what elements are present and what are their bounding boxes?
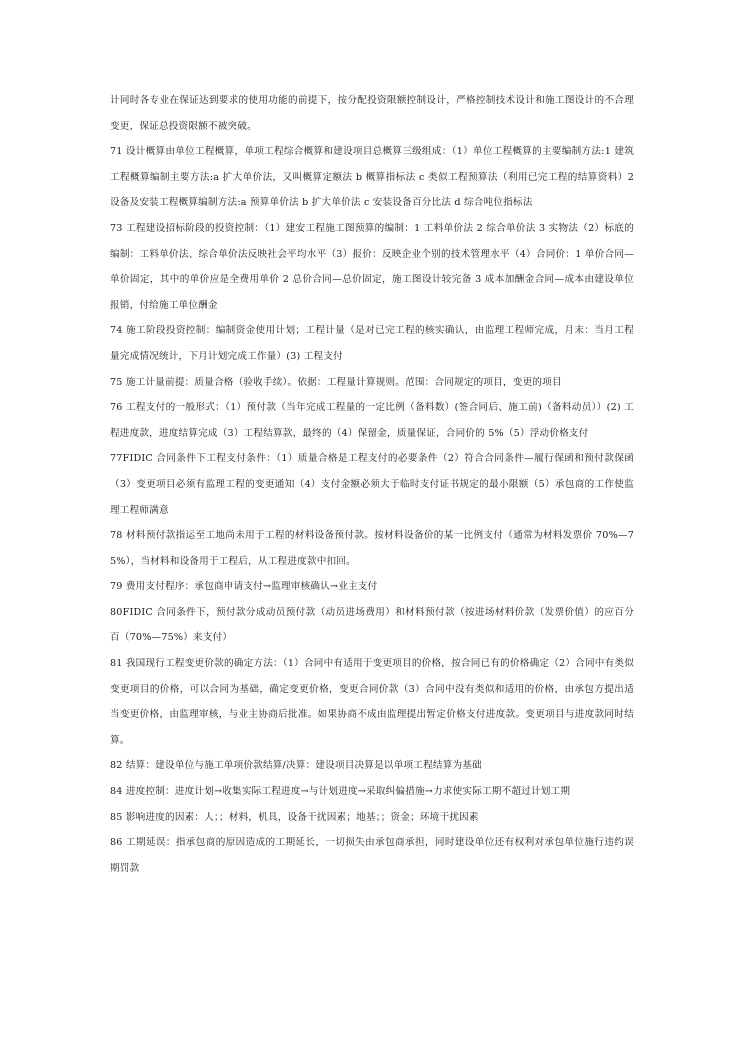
paragraph-75-measurement: 75 施工计量前提：质量合格（验收手续）。依据：工程量计算规则。范围：合同规定的项目，变更的项目 [110,376,562,388]
paragraph-78-material-advance: 78 材料预付款指运至工地尚未用于工程的材料设备预付款。按材料设备价的某一比例支付（通常为材料发票价 70%—75%），当材料和设备用于工程后，从工程进度款中扣回。 [110,530,634,567]
paragraph-79-payment-procedure: 79 费用支付程序：承包商申请支付→监理审核确认→业主支付 [110,581,378,593]
paragraph-80-fidic-advance: 80FIDIC 合同条件下，预付款分成动员预付款（动员进场费用）和材料预付款（按进场材料价款（发票价值）的应百分百（70%—75%）来支付） [110,606,634,644]
paragraph-82-settlement: 82 结算：建设单位与施工单项价款结算/决算：建设项目决算是以单项工程结算为基础 [110,760,482,772]
paragraph-71-design-estimate: 71 设计概算由单位工程概算，单项工程综合概算和建设项目总概算三级组成：（1）单位工程概算的主要编制方法:1 建筑工程概算编制主要方法:a 扩大单价法，又叫概算定额法 b 概算指标法 c 类似工程预算法（利用已完工程的结算资料）2 设备及安装工程概算编制方法:a 预算单价法 b 扩大单价法 c 安装设备百分比法 d 综合吨位指标法 [110,146,634,209]
document-page [110,88,634,881]
paragraph-73-bidding-control: 73 工程建设招标阶段的投资控制：（1）建安工程施工图预算的编制：1 工料单价法 2 综合单价法 3 实物法（2）标底的编制：工料单价法、综合单价法反映社会平均水平（3）报价：反映企业个别的技术管理水平（4）合同价：1 单价合同—单价固定，其中的单价应是全费用单价 2 总价合同—总价固定，施工图设计较完备 3 成本加酬金合同—成本由建设单位报销，付给施工单位酬金 [110,222,635,311]
paragraph-74-construction-control: 74 施工阶段投资控制：编制资金使用计划；工程计量（是对已完工程的核实确认，由监理工程师完成，月末：当月工程量完成情况统计，下月计划完成工作量）(3) 工程支付 [110,325,634,362]
paragraph-81-variation-pricing: 81 我国现行工程变更价款的确定方法：（1）合同中有适用于变更项目的价格，按合同已有的价格确定（2）合同中有类似变更项目的价格，可以合同为基础，确定变更价格，变更合同价款（3）合同中没有类似和适用的价格，由承包方提出适当变更价格，由监理审核，与业主协商后批准。如果协商不成由监理提出暂定价格支付进度款。变更项目与进度款同时结算。 [110,658,634,746]
paragraph-86-delay: 86 工期延误：指承包商的原因造成的工期延长，一切损失由承包商承担，同时建设单位还有权利对承包单位施行违约误期罚款 [110,837,634,874]
paragraph-84-progress-control: 84 进度控制：进度计划→收集实际工程进度→与计划进度→采取纠偏措施→力求使实际工期不超过计划工期 [110,786,571,798]
paragraph-85-progress-factors: 85 影响进度的因素：人；；材料，机具，设备干扰因素；地基；；资金；环境干扰因素 [110,811,479,823]
paragraph-77-fidic-payment: 77FIDIC 合同条件下工程支付条件：（1）质量合格是工程支付的必要条件（2）符合合同条件—履行保函和预付款保函（3）变更项目必须有监理工程的变更通知（4）支付金额必须大于临时支付证书规定的最小限额（5）承包商的工作使监理工程师满意 [110,453,634,516]
paragraph-76-payment-forms: 76 工程支付的一般形式：（1）预付款（当年完成工程量的一定比例（备料数）(签合同后、施工前)（备料动员））(2) 工程进度款，进度结算完成（3）工程结算款，最终的（4）保留金，质量保证，合同价的 5%（5）浮动价格支付 [110,402,634,439]
paragraph-design-cost-control: 计同时各专业在保证达到要求的使用功能的前提下，按分配投资限额控制设计，严格控制技术设计和施工图设计的不合理变更，保证总投资限额不被突破。 [110,95,634,132]
